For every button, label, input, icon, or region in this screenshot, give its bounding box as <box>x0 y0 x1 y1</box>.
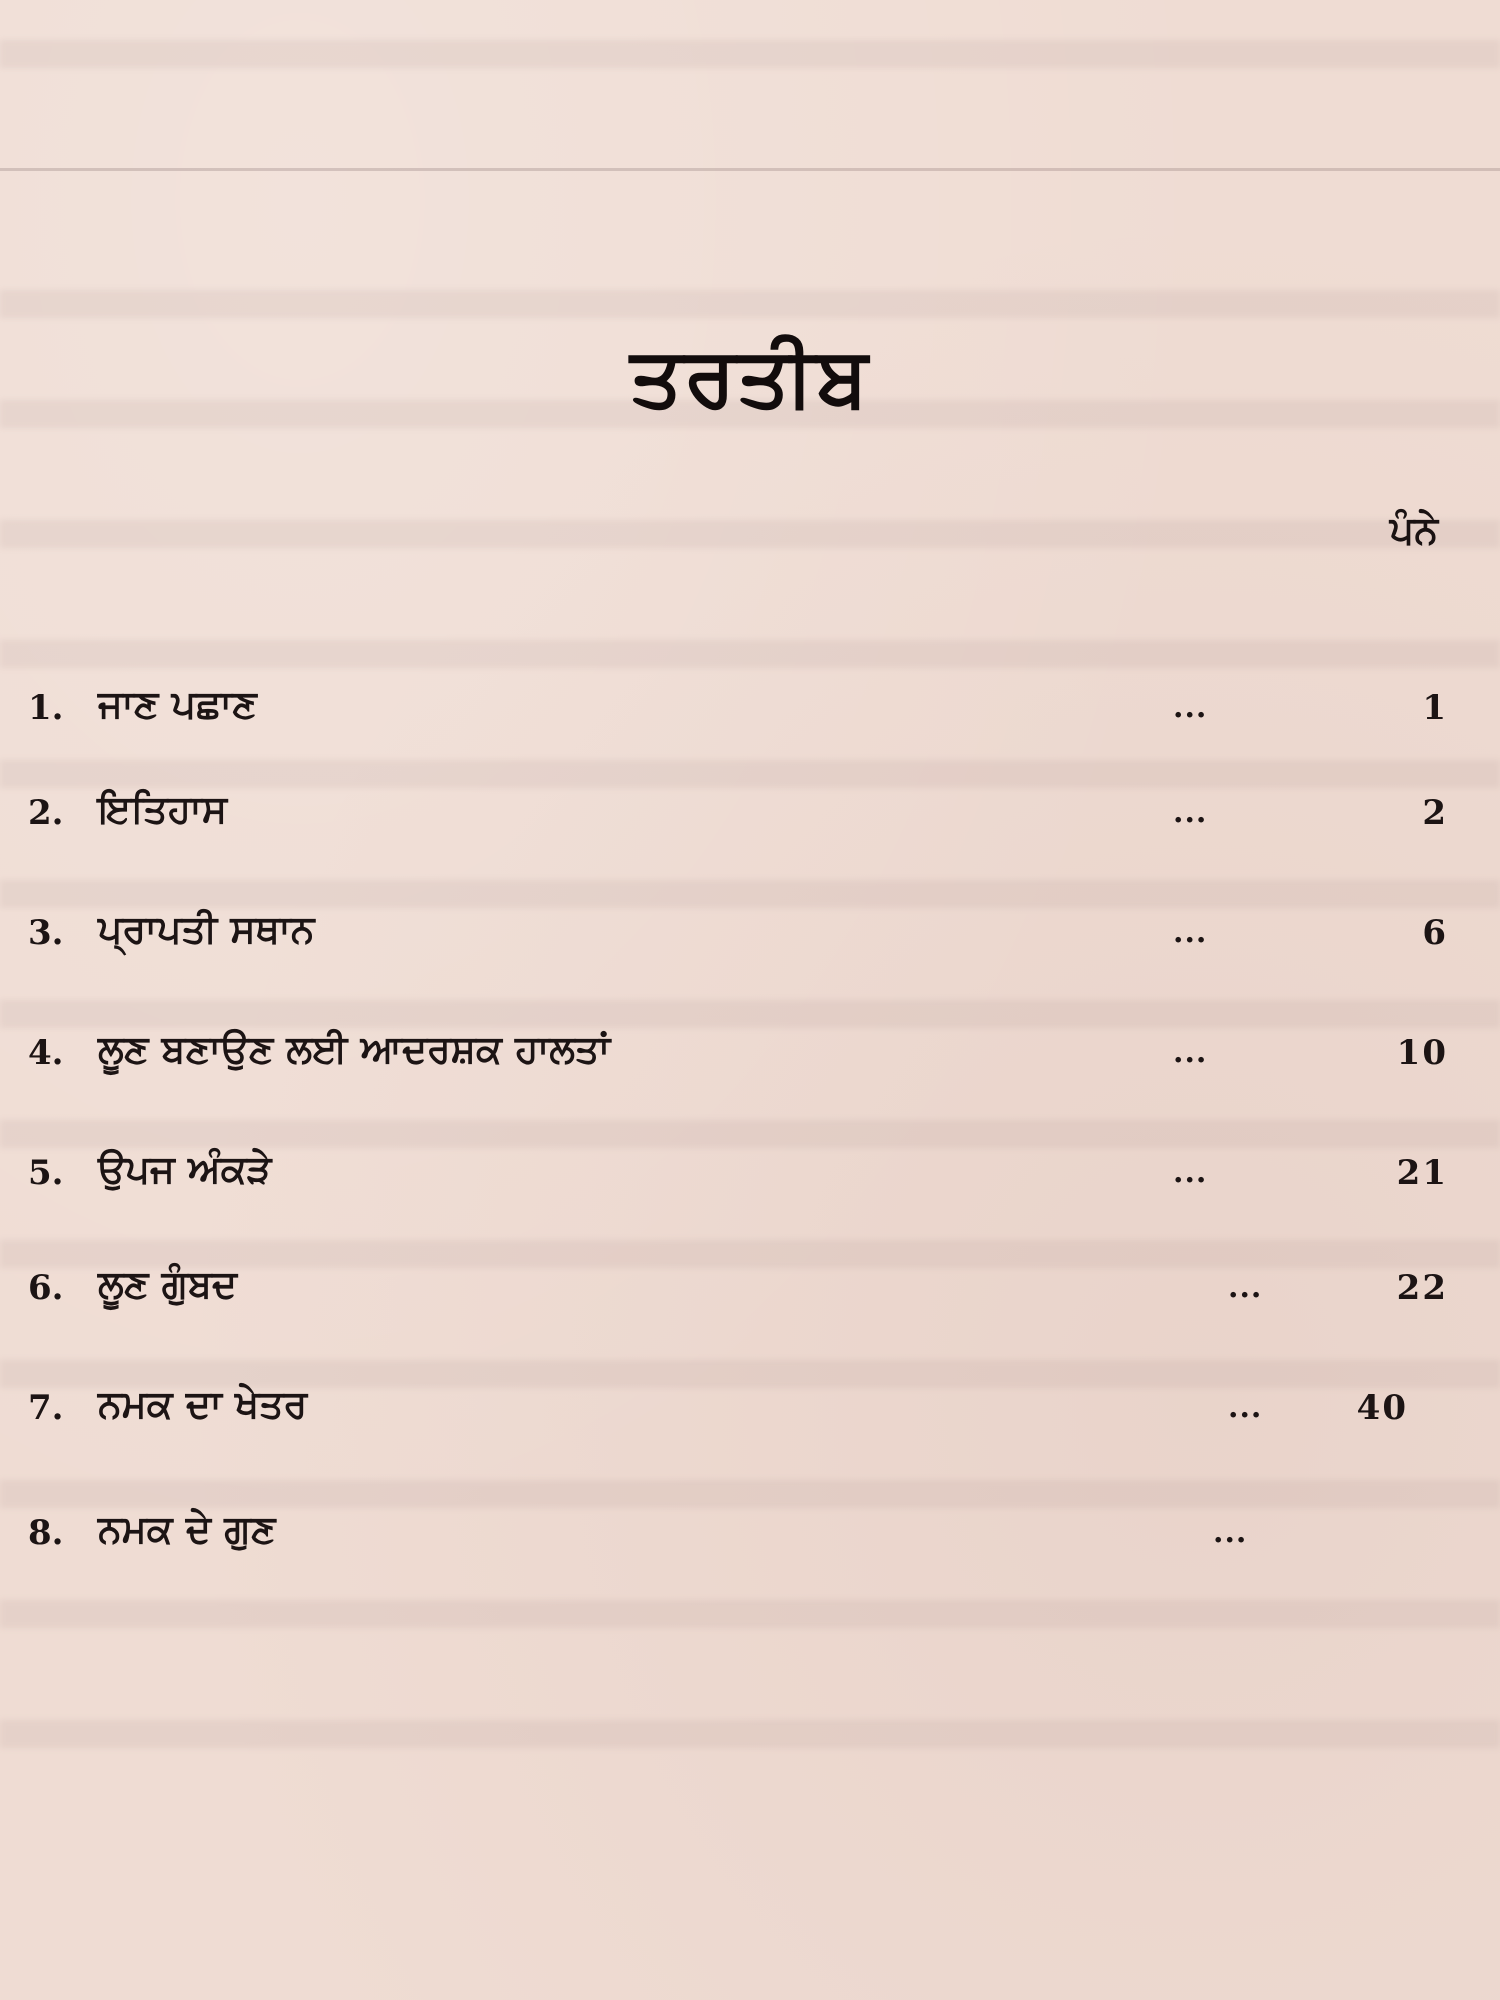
pages-column-header: ਪੰਨੇ <box>1389 508 1438 552</box>
toc-entry-leader: ... <box>1173 795 1208 830</box>
bleed-through-text <box>0 1600 1500 1628</box>
toc-entry-number: 5. <box>28 1153 64 1193</box>
toc-entry-leader: ... <box>1173 690 1208 725</box>
toc-entry-leader: ... <box>1228 1390 1263 1425</box>
toc-entry-number: 8. <box>28 1513 64 1553</box>
page-title: ਤਰਤੀਬ <box>630 330 870 425</box>
bleed-through-text <box>0 880 1500 908</box>
toc-entry <box>28 785 1448 845</box>
toc-entry <box>28 680 1448 740</box>
bleed-through-text <box>0 1720 1500 1748</box>
toc-entry-title: ਨਮਕ ਦਾ ਖੇਤਰ <box>98 1382 308 1426</box>
toc-entry <box>28 1505 1448 1565</box>
toc-entry-number: 6. <box>28 1268 64 1308</box>
toc-entry-title: ਜਾਣ ਪਛਾਣ <box>98 682 257 726</box>
toc-entry-page: 10 <box>1396 1033 1448 1073</box>
toc-entry <box>28 1380 1448 1440</box>
toc-entry-number: 1. <box>28 688 64 728</box>
toc-entry-page: 2 <box>1422 793 1448 833</box>
toc-entry-title: ਲੂਣ ਗੁੰਬਦ <box>98 1262 237 1306</box>
toc-entry <box>28 905 1448 965</box>
toc-entry <box>28 1145 1448 1205</box>
bleed-through-text <box>0 1120 1500 1148</box>
bleed-through-rule <box>0 168 1500 171</box>
toc-entry-page: 22 <box>1396 1268 1448 1308</box>
toc-entry <box>28 1260 1448 1320</box>
toc-entry-leader: ... <box>1173 1155 1208 1190</box>
toc-entry-title: ਲੂਣ ਬਣਾਉਣ ਲਈ ਆਦਰਸ਼ਕ ਹਾਲਤਾਂ <box>98 1027 611 1071</box>
toc-entry-page: 6 <box>1422 913 1448 953</box>
bleed-through-text <box>0 1000 1500 1028</box>
toc-entry-leader: ... <box>1173 915 1208 950</box>
toc-entry-number: 2. <box>28 793 64 833</box>
toc-entry <box>28 1025 1448 1085</box>
toc-entry-title: ਨਮਕ ਦੇ ਗੁਣ <box>98 1507 276 1551</box>
toc-entry-number: 3. <box>28 913 64 953</box>
toc-entry-title: ਉਪਜ ਅੰਕੜੇ <box>98 1147 272 1191</box>
bleed-through-text <box>0 760 1500 788</box>
toc-entry-number: 7. <box>28 1388 64 1428</box>
bleed-through-text <box>0 1480 1500 1508</box>
toc-entry-page: 21 <box>1396 1153 1448 1193</box>
bleed-through-text <box>0 640 1500 668</box>
bleed-through-text <box>0 290 1500 318</box>
bleed-through-text <box>0 40 1500 68</box>
toc-entry-leader: ... <box>1228 1270 1263 1305</box>
toc-entry-page: 1 <box>1422 688 1448 728</box>
toc-entry-leader: ... <box>1173 1035 1208 1070</box>
toc-entry-leader: ... <box>1213 1515 1248 1550</box>
toc-entry-title: ਇਤਿਹਾਸ <box>98 787 228 831</box>
bleed-through-text <box>0 520 1500 548</box>
toc-entry-number: 4. <box>28 1033 64 1073</box>
toc-entry-page: 40 <box>1356 1388 1408 1428</box>
toc-entry-title: ਪ੍ਰਾਪਤੀ ਸਥਾਨ <box>98 907 315 951</box>
